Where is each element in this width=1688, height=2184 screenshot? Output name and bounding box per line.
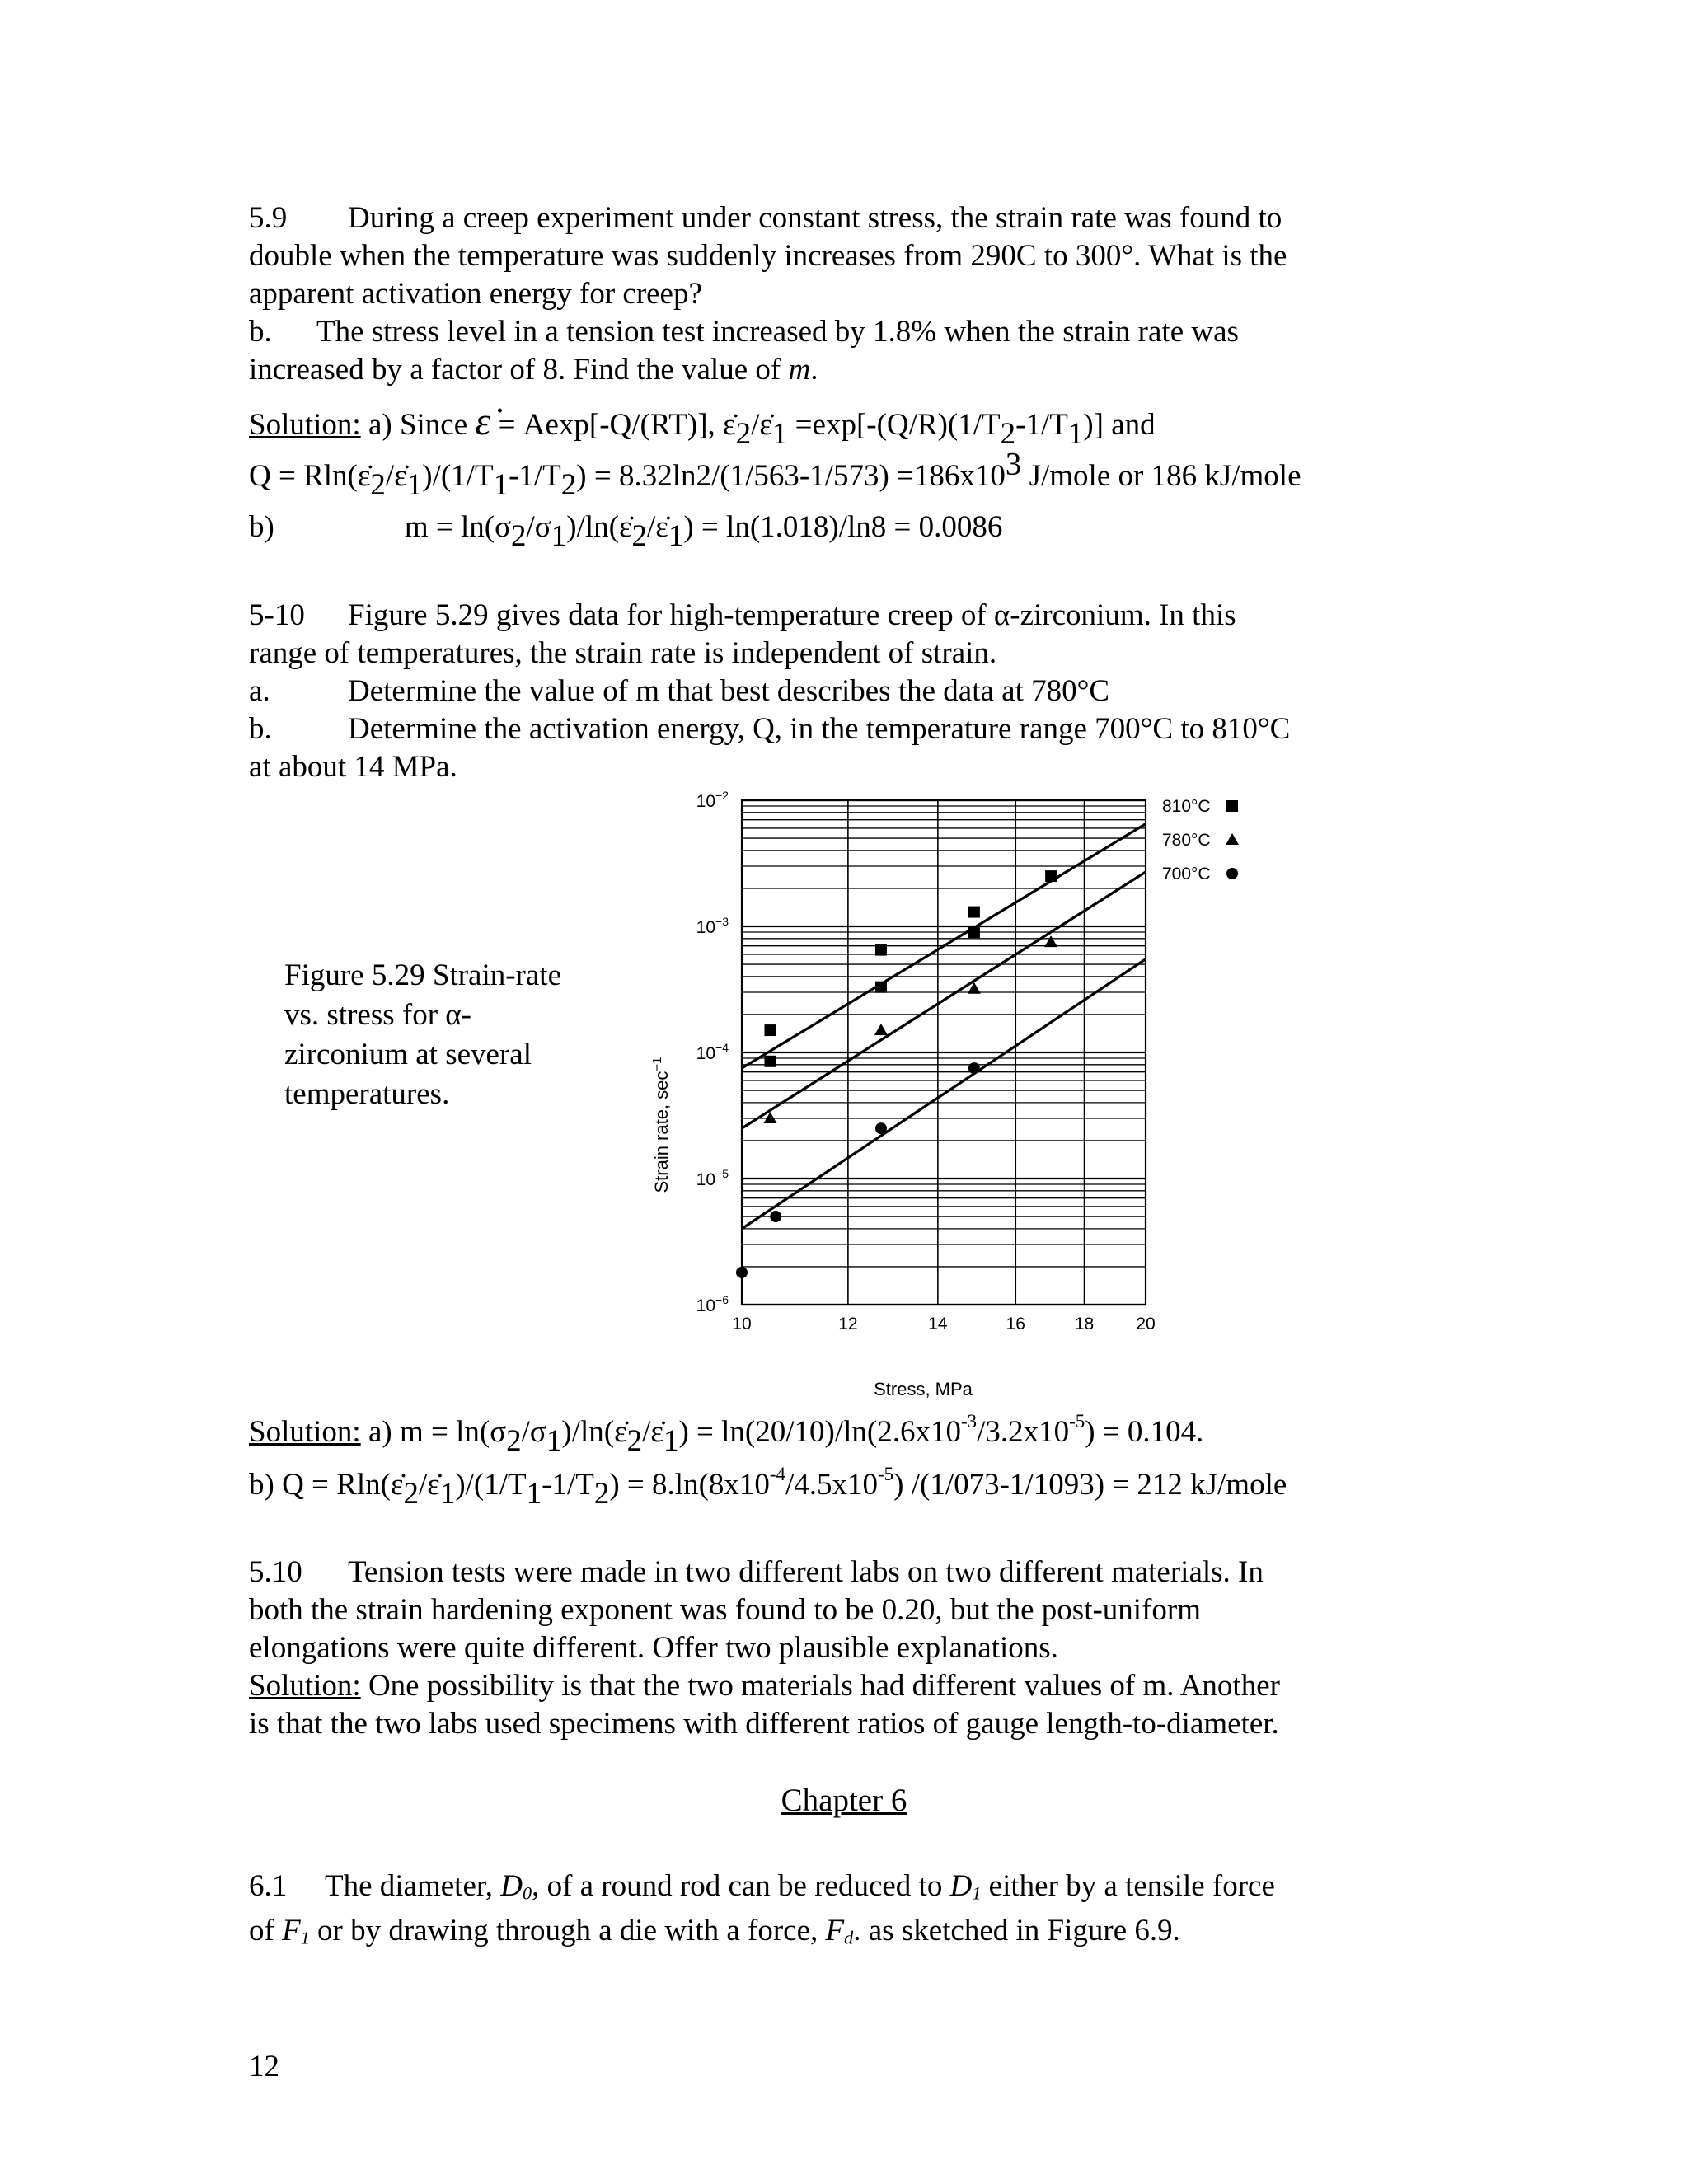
subscript: 1 <box>972 1882 982 1904</box>
solution-label: Solution: <box>249 1669 361 1703</box>
problem-5-9 <box>249 199 1436 389</box>
problem-number: 6.1 <box>249 1869 288 1903</box>
part-label: b. <box>249 712 272 746</box>
legend-label: 810°C <box>1162 797 1211 816</box>
problem-text: or by drawing through a die with a force, <box>309 1914 826 1947</box>
solution-text: /3.2x10 <box>977 1415 1070 1449</box>
problem-text: Figure 5.29 gives data for high-temperature creep of α-zirconium. In this <box>348 598 1236 632</box>
caption-line: vs. stress for α- <box>284 998 471 1032</box>
data-point <box>875 982 887 993</box>
solution-text: J/mole or 186 kJ/mole <box>1021 459 1301 493</box>
caption-line: temperatures. <box>284 1077 450 1111</box>
problem-text: Tension tests were made in two different labs on two different materials. In <box>348 1555 1264 1589</box>
exponent: -4 <box>769 1463 785 1484</box>
y-axis-label-text: Strain rate, sec <box>651 1071 672 1193</box>
y-tick-base: 10 <box>696 918 716 937</box>
exponent: -5 <box>1069 1410 1085 1432</box>
problem-text: , of a round rod can be reduced to <box>532 1869 950 1903</box>
x-tick-label: 14 <box>928 1315 948 1333</box>
problem-number: 5.9 <box>249 201 288 235</box>
solution-text: =exp[-(Q/R)(1/T <box>787 408 1001 442</box>
chart-svg <box>635 787 1294 1413</box>
x-axis-label: Stress, MPa <box>874 1379 973 1399</box>
data-point <box>770 1211 781 1222</box>
solution-text: = 8.ln(8x10 <box>619 1468 770 1502</box>
problem-text: Determine the activation energy, Q, in the temperature range 700°C to 810°C <box>348 712 1291 746</box>
problem-text: of <box>249 1914 283 1947</box>
problem-5-10b <box>249 1554 1436 1743</box>
data-point <box>875 1122 887 1134</box>
solution-text: m = ln(σ <box>404 510 512 544</box>
problem-text: Determine the value of m that best describes the data at 780°C <box>348 674 1110 708</box>
variable-D0: D <box>500 1869 523 1903</box>
y-tick-exponent: −6 <box>715 1293 729 1306</box>
y-tick-exponent: −3 <box>715 915 729 928</box>
y-tick-base: 10 <box>696 1296 716 1315</box>
variable-D1: D <box>950 1869 973 1903</box>
caption-line: Figure 5.29 Strain-rate <box>284 958 561 992</box>
variable-m: m <box>788 353 811 387</box>
y-axis-label <box>650 1057 672 1193</box>
solution-text: = Aexp[-Q/(RT)], <box>490 408 724 442</box>
solution-text: a) Since <box>360 408 476 442</box>
data-point <box>1045 870 1057 882</box>
exponent: -3 <box>960 1410 978 1432</box>
y-axis-label-sup: −1 <box>650 1057 664 1071</box>
part-label: b) <box>249 510 274 544</box>
y-tick-exponent: −5 <box>715 1167 729 1180</box>
data-point <box>736 1267 748 1278</box>
part-label: a. <box>249 674 270 708</box>
solution-5-9-b: b) $m = \ln(\sigma_2/\sigma_1)/\ln(\varepsiloṅ_2/\varepsiloṅ_1) = \ln(1.018)/\ln 8 = 0.0086$ <box>249 510 1003 554</box>
problem-text: both the strain hardening exponent was found to be 0.20, but the post-uniform <box>249 1593 1202 1627</box>
page-number: 12 <box>249 2050 279 2083</box>
data-point <box>764 1024 776 1036</box>
problem-text: either by a tensile force <box>981 1869 1275 1903</box>
chapter-title: Chapter 6 <box>781 1783 907 1818</box>
subscript: 0 <box>522 1882 532 1904</box>
data-points <box>736 870 1057 1278</box>
problem-text: range of temperatures, the strain rate is independent of strain. <box>249 636 997 670</box>
chapter-heading <box>0 1782 1688 1819</box>
subscript: 1 <box>300 1927 310 1948</box>
part-label: b. <box>249 315 272 349</box>
data-point <box>764 1056 776 1067</box>
data-point <box>874 1024 888 1035</box>
x-tick-label: 18 <box>1074 1315 1095 1333</box>
strain-rate-symbol: ε̇ <box>759 408 772 442</box>
solution-text: One possibility is that the two materials had different values of m. Another <box>360 1669 1280 1703</box>
legend-marker <box>1226 868 1238 879</box>
y-tick-exponent: −2 <box>715 789 729 802</box>
solution-text: ) = 0.104. <box>1085 1415 1204 1449</box>
figure-caption <box>284 956 598 1114</box>
x-tick-label: 12 <box>838 1315 858 1333</box>
problem-6-1 <box>249 1864 1436 1953</box>
period: . <box>810 353 818 387</box>
variable-F1: F <box>282 1914 301 1947</box>
problem-text: During a creep experiment under constant stress, the strain rate was found to <box>348 201 1282 235</box>
solution-text: ) /(1/073-1/1093) = 212 kJ/mole <box>893 1468 1287 1502</box>
y-tick-label <box>696 915 729 937</box>
exponent: -5 <box>878 1463 894 1484</box>
y-tick-label <box>696 1293 729 1315</box>
y-tick-base: 10 <box>696 1044 716 1063</box>
solution-text: b) Q = Rln( <box>249 1468 391 1502</box>
solution-5-10-a: Solution: a) $m = \ln(\sigma_2/\sigma_1)/\ln(\varepsiloṅ_2/\varepsiloṅ_1) = \ln(20/10)/\ln(2.6x10^{-3}/3.2x10^{-5}) = 0.104$. <box>249 1410 1204 1459</box>
x-tick-label: 10 <box>732 1315 752 1333</box>
x-tick-label: 16 <box>1006 1315 1025 1333</box>
exponent: 3 <box>1005 446 1022 482</box>
data-point <box>968 1062 980 1074</box>
legend-label: 780°C <box>1162 831 1211 850</box>
problem-number: 5-10 <box>249 598 305 632</box>
solution-5-9-q: $Q = Rln(\varepsiloṅ_2/\varepsiloṅ_1)/(1/T_1-1/T_2) = 8.32\ln 2/(1/563-1/573) =186x10^3$ J/mole or 186 kJ/mole <box>249 446 1301 503</box>
solution-text: Q = Rln( <box>249 459 358 493</box>
legend-marker <box>1226 800 1238 812</box>
problem-text: at about 14 MPa. <box>249 750 457 784</box>
solution-text: and <box>1104 408 1156 442</box>
y-tick-label <box>696 1167 729 1189</box>
solution-label: Solution: <box>249 408 361 442</box>
data-point <box>875 944 887 956</box>
problem-text: apparent activation energy for creep? <box>249 277 702 311</box>
solution-text: a) m = ln(σ <box>360 1415 507 1449</box>
solution-text: /4.5x10 <box>785 1468 879 1502</box>
problem-5-10 <box>249 597 1436 786</box>
legend-label: 700°C <box>1162 865 1211 883</box>
data-point <box>968 907 980 918</box>
problem-text: double when the temperature was suddenly increases from 290C to 300°. What is the <box>249 239 1287 273</box>
data-point <box>1044 935 1057 947</box>
problem-number: 5.10 <box>249 1555 302 1589</box>
problem-text: . as sketched in Figure 6.9. <box>853 1914 1180 1947</box>
problem-text: elongations were quite different. Offer two plausible explanations. <box>249 1631 1058 1665</box>
strain-rate-chart <box>635 787 1294 1413</box>
legend-marker <box>1226 833 1239 845</box>
solution-5-10-b: b) $Q = Rln(\varepsiloṅ_2/\varepsiloṅ_1)/(1/T_1-1/T_2) = 8.\ln(8x10^{-4}/4.5x10^{-5}) /(1/073-1/1093) = 212$ kJ/mole <box>249 1463 1287 1511</box>
legend <box>1162 797 1239 883</box>
problem-text: increased by a factor of 8. Find the value of <box>249 353 781 387</box>
solution-text: = ln(1.018)/ln8 = 0.0086 <box>693 510 1003 544</box>
grid <box>742 800 1146 1305</box>
data-point <box>968 926 980 938</box>
solution-text: = ln(20/10)/ln(2.6x10 <box>688 1415 961 1449</box>
solution-text: = 8.32ln2/(1/563-1/573) =186x10 <box>586 459 1006 493</box>
problem-text: The stress level in a tension test increased by 1.8% when the strain rate was <box>316 315 1239 349</box>
variable-Fd: F <box>825 1914 845 1947</box>
subscript: d <box>844 1927 854 1948</box>
x-tick-label: 20 <box>1136 1315 1156 1333</box>
solution-label: Solution: <box>249 1415 361 1449</box>
y-tick-label <box>696 1041 729 1063</box>
strain-rate-symbol: ε̇ <box>475 400 491 443</box>
fit-lines <box>742 824 1146 1229</box>
problem-text: The diameter, <box>325 1869 501 1903</box>
y-tick-base: 10 <box>696 792 716 811</box>
y-tick-exponent: −4 <box>715 1041 729 1054</box>
y-tick-label <box>696 789 729 811</box>
strain-rate-symbol: ε̇ <box>723 408 736 442</box>
solution-text: is that the two labs used specimens with different ratios of gauge length-to-diameter. <box>249 1707 1279 1741</box>
solution-5-9-a: Solution: a) Since ε̇ = Aexp[-Q/(RT)], $\varepsiloṅ_2/\varepsiloṅ_1 =\exp[-(Q/R)(1/T_2-1/T_1)]$ and <box>249 400 1156 452</box>
y-tick-base: 10 <box>696 1170 716 1189</box>
caption-line: zirconium at several <box>284 1038 532 1071</box>
